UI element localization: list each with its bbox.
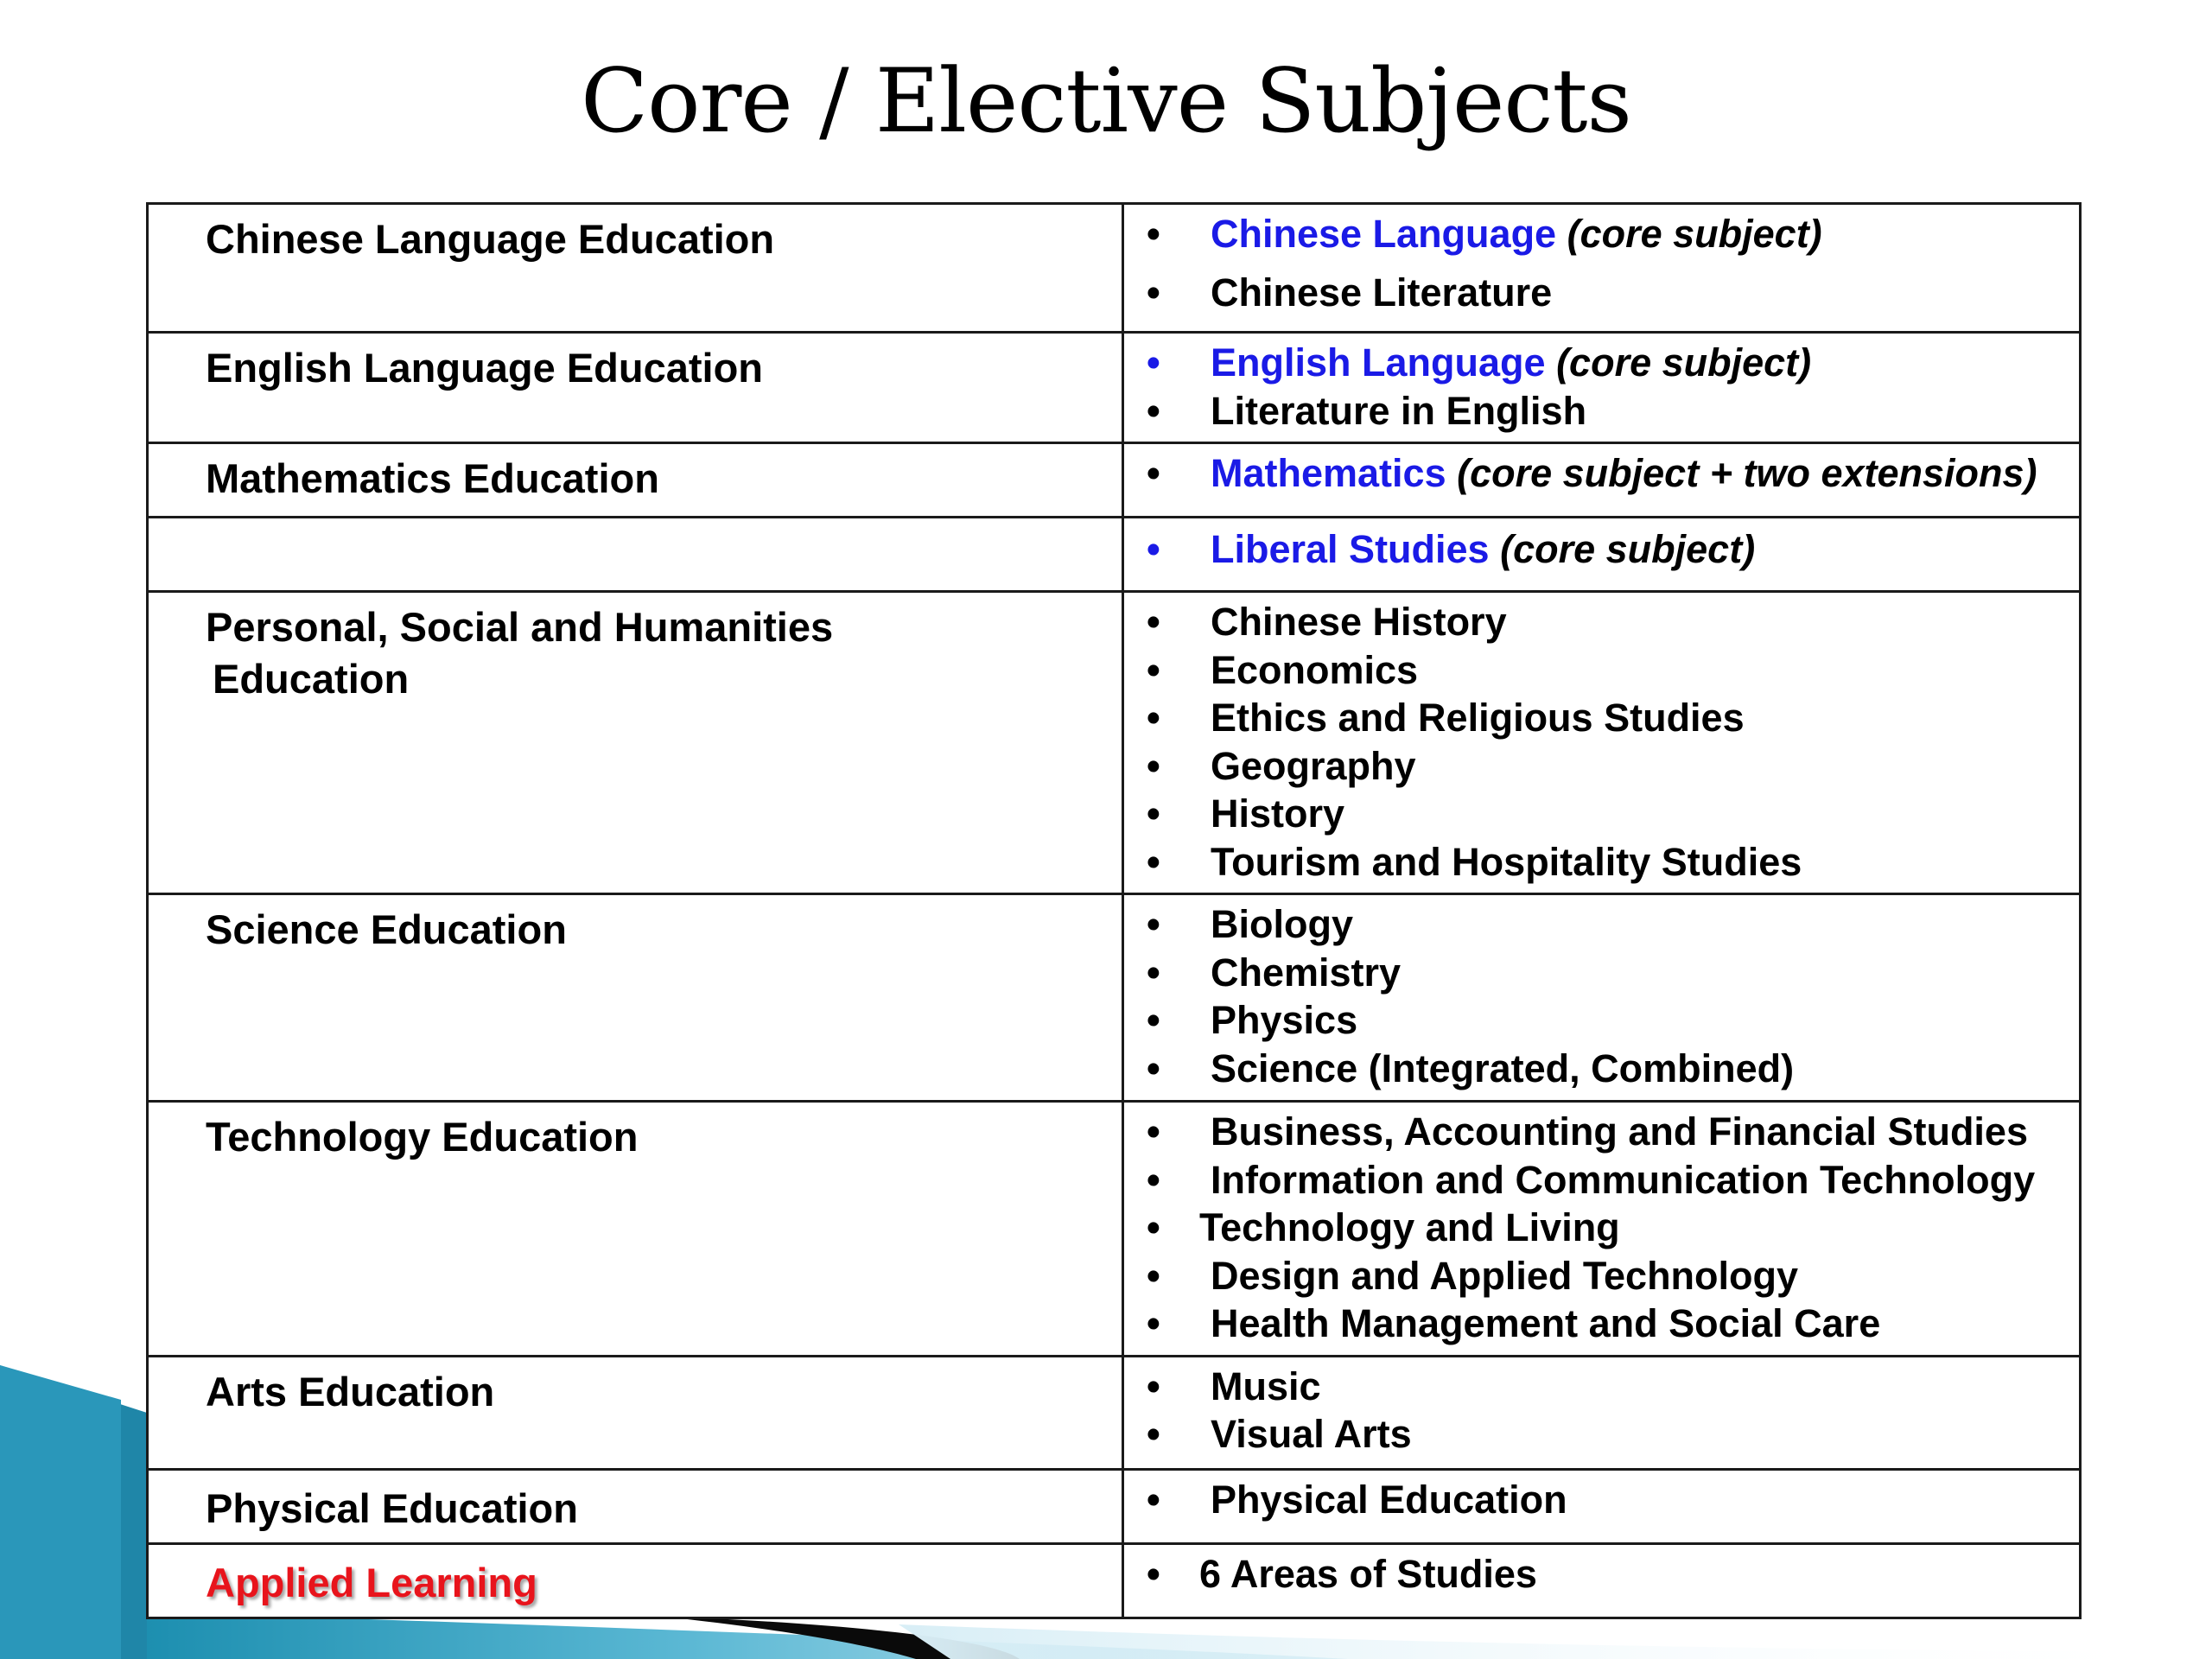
table-row — [148, 1102, 2081, 1357]
subject-name: Business, Accounting and Financial Studies — [1211, 1109, 2028, 1154]
area-label-line: Personal, Social and Humanities — [206, 604, 834, 650]
subject-name: Music — [1211, 1363, 1321, 1408]
area-label — [206, 518, 1122, 527]
bullet-icon: • — [1147, 451, 1160, 495]
area-label-line: Education — [213, 656, 410, 702]
area-cell — [148, 204, 1123, 333]
subjects-cell — [1123, 443, 2081, 518]
list-item — [1124, 1363, 2079, 1411]
bullet-icon: • — [1147, 950, 1160, 995]
subject-list — [1124, 895, 2079, 1099]
subjects-cell — [1123, 1102, 2081, 1357]
bullet-icon: • — [1147, 212, 1160, 256]
subject-name: Technology and Living — [1199, 1205, 1620, 1249]
area-cell — [148, 1543, 1123, 1618]
subject-name: Physics — [1211, 998, 1358, 1042]
subject-note: (core subject) — [1556, 340, 1812, 385]
table-row — [148, 592, 2081, 894]
subject-list — [1124, 1545, 2079, 1605]
subject-list — [1124, 334, 2079, 442]
bullet-icon: • — [1147, 1301, 1160, 1345]
subjects-cell — [1123, 518, 2081, 592]
list-item — [1124, 790, 2079, 838]
subjects-cell — [1123, 204, 2081, 333]
bullet-icon: • — [1147, 647, 1160, 692]
subject-note: (core subject) — [1567, 212, 1822, 256]
area-cell — [148, 443, 1123, 518]
core-subject-name: Chinese Language — [1211, 212, 1557, 256]
subject-name: Chemistry — [1211, 950, 1402, 995]
subject-list — [1124, 518, 2079, 581]
table-row — [148, 443, 2081, 518]
list-item — [1124, 949, 2079, 997]
bullet-icon: • — [1147, 1109, 1160, 1154]
area-cell — [148, 518, 1123, 592]
bullet-icon: • — [1147, 998, 1160, 1042]
subjects-cell — [1123, 333, 2081, 443]
area-cell — [148, 1356, 1123, 1469]
subject-note: (core subject + two extensions) — [1457, 451, 2037, 495]
table-row — [148, 1356, 2081, 1469]
subject-name: Chinese Literature — [1211, 270, 1553, 315]
list-item — [1124, 1045, 2079, 1093]
bullet-icon: • — [1147, 1046, 1160, 1090]
area-label — [206, 593, 1122, 705]
list-item — [1124, 387, 2079, 435]
subject-name: History — [1211, 791, 1345, 836]
area-cell — [148, 1469, 1123, 1543]
subjects-cell — [1123, 1469, 2081, 1543]
bullet-icon: • — [1147, 527, 1160, 571]
table-row — [148, 1469, 2081, 1543]
list-item — [1124, 838, 2079, 887]
list-item — [1124, 449, 2079, 498]
bullet-icon: • — [1147, 1253, 1160, 1298]
subject-list — [1124, 1103, 2079, 1355]
area-cell — [148, 894, 1123, 1102]
area-cell — [148, 1102, 1123, 1357]
core-subject-name: Liberal Studies — [1211, 527, 1490, 571]
subject-list — [1124, 444, 2079, 505]
bullet-icon: • — [1147, 1551, 1160, 1596]
subject-note: (core subject) — [1500, 527, 1756, 571]
list-item — [1124, 1252, 2079, 1300]
table-row — [148, 1543, 2081, 1618]
area-label: Technology Education — [206, 1114, 639, 1160]
subject-name: Information and Communication Technology — [1211, 1157, 2036, 1202]
bullet-icon: • — [1147, 340, 1160, 385]
list-item — [1124, 1300, 2079, 1348]
bullet-icon: • — [1147, 270, 1160, 315]
area-cell — [148, 333, 1123, 443]
subject-name: Geography — [1211, 743, 1416, 788]
bullet-icon: • — [1147, 1412, 1160, 1456]
list-item — [1124, 742, 2079, 791]
subject-name: Literature in English — [1211, 388, 1587, 433]
list-item — [1124, 598, 2079, 646]
list-item — [1124, 1156, 2079, 1205]
subject-name: 6 Areas of Studies — [1199, 1551, 1537, 1596]
list-item — [1124, 269, 2079, 317]
subjects-table — [146, 202, 2082, 1619]
subject-name: Economics — [1211, 647, 1419, 692]
subjects-cell — [1123, 592, 2081, 894]
list-item — [1124, 646, 2079, 695]
bullet-icon: • — [1147, 696, 1160, 740]
area-label: English Language Education — [206, 345, 763, 391]
table-row — [148, 333, 2081, 443]
area-label: Mathematics Education — [206, 455, 659, 501]
subject-name: Ethics and Religious Studies — [1211, 696, 1745, 740]
bullet-icon: • — [1147, 1363, 1160, 1408]
subject-name: Tourism and Hospitality Studies — [1211, 839, 1802, 884]
subjects-cell — [1123, 1543, 2081, 1618]
table-row — [148, 894, 2081, 1102]
subject-name: Physical Education — [1211, 1477, 1567, 1522]
bullet-icon: • — [1147, 791, 1160, 836]
subject-list — [1124, 593, 2079, 893]
subject-list — [1124, 1471, 2079, 1531]
table-row — [148, 518, 2081, 592]
subject-name: Biology — [1211, 902, 1353, 946]
subject-name: Health Management and Social Care — [1211, 1301, 1881, 1345]
bullet-icon: • — [1147, 600, 1160, 644]
subject-list — [1124, 205, 2079, 323]
area-label-applied-learning: Applied Learning — [206, 1559, 537, 1605]
bullet-icon: • — [1147, 902, 1160, 946]
area-label: Science Education — [206, 906, 567, 952]
list-item — [1124, 1410, 2079, 1459]
list-item — [1124, 996, 2079, 1045]
bullet-icon: • — [1147, 1205, 1160, 1249]
list-item — [1124, 1550, 2079, 1599]
list-item — [1124, 525, 2079, 574]
table-row — [148, 204, 2081, 333]
area-label: Arts Education — [206, 1368, 495, 1414]
list-item — [1124, 339, 2079, 387]
bullet-icon: • — [1147, 388, 1160, 433]
bullet-icon: • — [1147, 1157, 1160, 1202]
core-subject-name: English Language — [1211, 340, 1546, 385]
bullet-icon: • — [1147, 839, 1160, 884]
slide-title: Core / Elective Subjects — [581, 50, 1631, 153]
core-subject-name: Mathematics — [1211, 451, 1446, 495]
list-item — [1124, 900, 2079, 949]
list-item — [1124, 1108, 2079, 1156]
subject-name: Science (Integrated, Combined) — [1211, 1046, 1795, 1090]
list-item — [1124, 210, 2079, 258]
subject-name: Visual Arts — [1211, 1412, 1412, 1456]
list-item — [1124, 1476, 2079, 1524]
area-label: Physical Education — [206, 1484, 578, 1531]
bullet-icon: • — [1147, 1477, 1160, 1522]
subjects-cell — [1123, 894, 2081, 1102]
subject-name: Design and Applied Technology — [1211, 1253, 1799, 1298]
subject-name: Chinese History — [1211, 600, 1507, 644]
subject-list — [1124, 1357, 2079, 1465]
list-item — [1124, 1204, 2079, 1252]
bullet-icon: • — [1147, 743, 1160, 788]
subjects-cell — [1123, 1356, 2081, 1469]
area-cell — [148, 592, 1123, 894]
area-label: Chinese Language Education — [206, 216, 775, 262]
list-item — [1124, 694, 2079, 742]
